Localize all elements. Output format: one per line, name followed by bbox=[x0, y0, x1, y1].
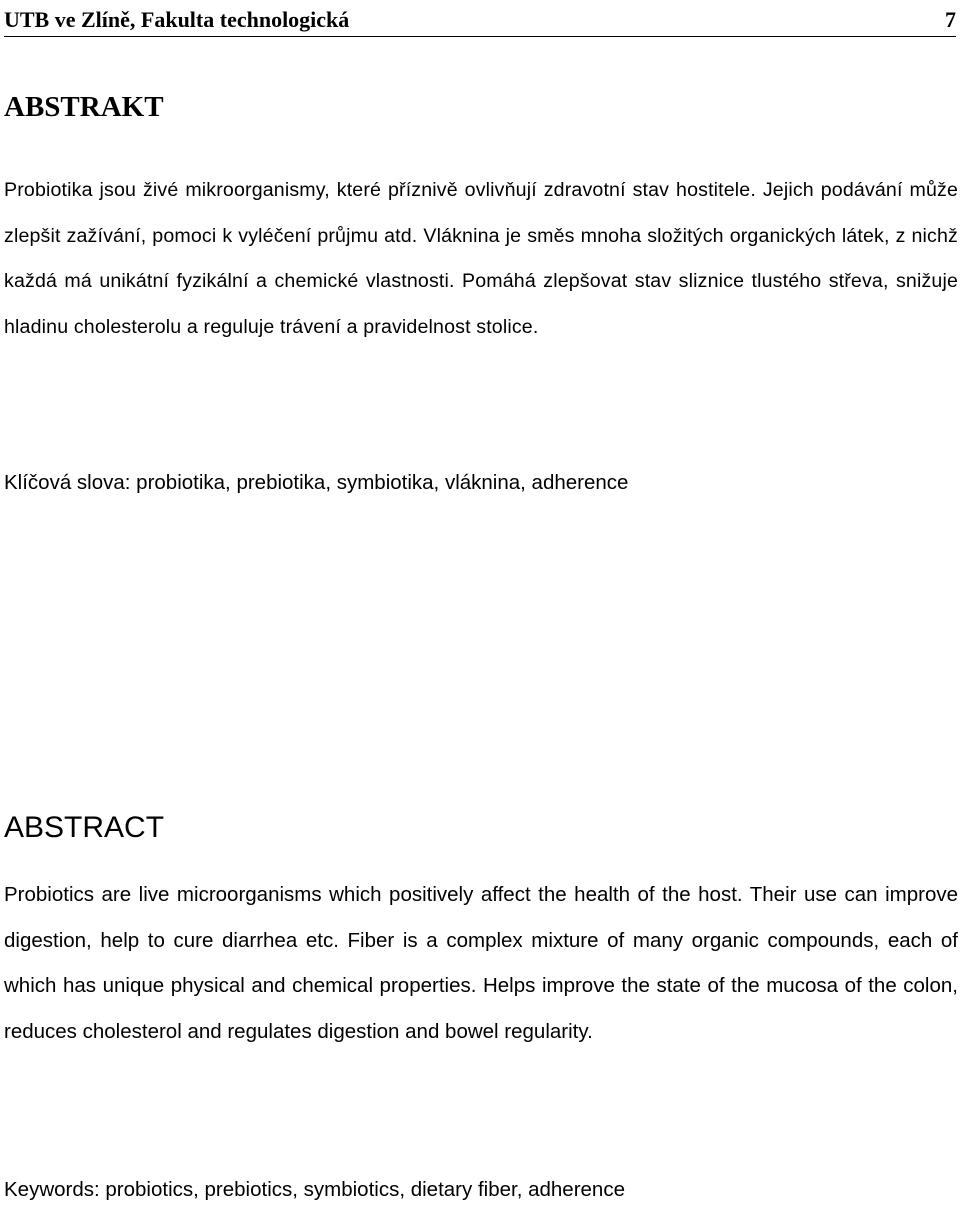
page-header bbox=[4, 0, 956, 40]
abstract-en-text: Probiotics are live microorganisms which positively affect the health of the host. Their use can improve digestion, help to cure diarrhea etc. Fiber is a complex mixture of many organic compounds, each of which has unique physical and chemical properties. Helps improve the state of the mucosa of the colon, reduces cholesterol and regulates digestion and bowel regularity. bbox=[4, 883, 958, 1043]
header-divider bbox=[4, 36, 956, 37]
keywords-cz: Klíčová slova: probiotika, prebiotika, symbiotika, vláknina, adherence bbox=[4, 471, 629, 494]
abstract-cz-text: Probiotika jsou živé mikroorganismy, které příznivě ovlivňují zdravotní stav hostitele. Jejich podávání může zlepšit zažívání, pomoci k vyléčení průjmu atd. Vláknina je směs mnoha složitých organických látek, z nichž každá má unikátní fyzikální a chemické vlastnosti. Pomáhá zlepšovat stav sliznice tlustého střeva, snižuje hladinu cholesterolu a reguluje trávení a pravidelnost stolice. bbox=[4, 179, 958, 338]
keywords-en: Keywords: probiotics, prebiotics, symbiotics, dietary fiber, adherence bbox=[4, 1178, 625, 1201]
abstract-en-title: ABSTRACT bbox=[4, 811, 165, 844]
abstract-cz-title: ABSTRAKT bbox=[4, 91, 164, 123]
header-title: UTB ve Zlíně, Fakulta technologická bbox=[4, 7, 350, 32]
page-number: 7 bbox=[945, 7, 956, 32]
